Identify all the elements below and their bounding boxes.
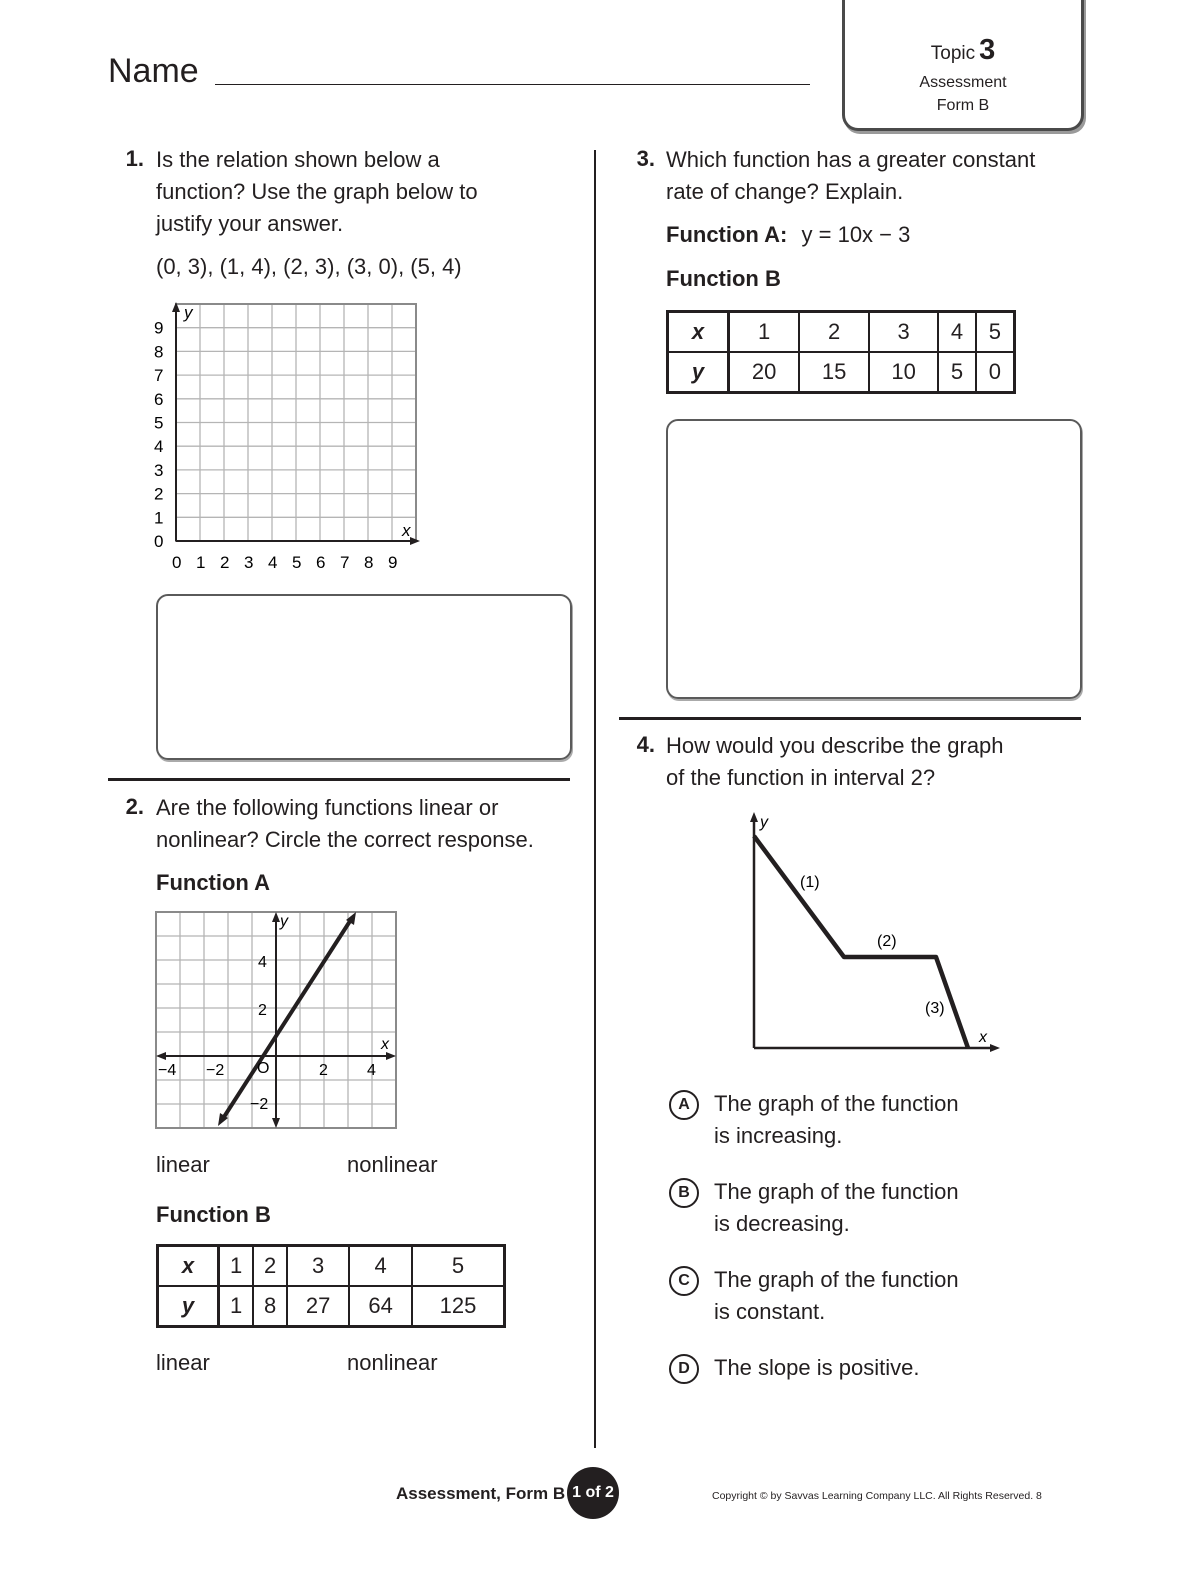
table-cell: 1 — [729, 312, 800, 353]
y-tick-label: −2 — [250, 1096, 269, 1113]
q2a-choice-nonlinear[interactable]: nonlinear — [347, 1152, 438, 1177]
q3-prompt — [666, 144, 1035, 208]
option-text-line: is increasing. — [714, 1123, 843, 1148]
table-row — [668, 352, 1015, 393]
q4-prompt-line: How would you describe the graph — [666, 733, 1004, 758]
y-tick-label: 4 — [154, 437, 164, 457]
q1-coordinate-grid — [140, 296, 440, 581]
table-cell: 15 — [799, 352, 869, 393]
q3-answer-box[interactable] — [666, 419, 1082, 699]
option-b-circle-icon[interactable]: B — [669, 1178, 699, 1208]
table-cell: 125 — [412, 1286, 505, 1327]
x-tick-label: −2 — [206, 1062, 225, 1079]
x-axis-label: x — [979, 1029, 987, 1046]
q2-prompt-line: Are the following functions linear or — [156, 795, 499, 820]
x-tick-label: 8 — [364, 553, 374, 572]
y-axis-down-arrow-icon — [272, 1118, 280, 1128]
x-tick-label: 7 — [340, 553, 350, 572]
table-cell: 5 — [938, 352, 975, 393]
q2-prompt — [156, 792, 534, 856]
q2-prompt-line: nonlinear? Circle the correct response. — [156, 827, 534, 852]
topic-number: 3 — [979, 34, 996, 66]
q2-function-b-table — [156, 1244, 506, 1328]
x-tick-label: 1 — [196, 553, 206, 572]
x-axis-label: x — [381, 1036, 389, 1053]
y-tick-label: 4 — [258, 954, 267, 971]
table-cell: 3 — [287, 1246, 350, 1287]
q3-q4-divider — [619, 717, 1081, 720]
y-axis-label: y — [280, 913, 288, 930]
x-tick-label: 4 — [268, 553, 278, 572]
y-tick-label: 1 — [154, 508, 164, 528]
x-tick-label: 9 — [388, 553, 398, 572]
q1-prompt — [156, 144, 478, 240]
name-label: Name — [108, 52, 199, 90]
q1-answer-box[interactable] — [156, 594, 572, 760]
table-cell: 27 — [287, 1286, 350, 1327]
interval-1-label: (1) — [800, 874, 820, 891]
y-axis-up-arrow-icon — [272, 912, 280, 922]
q1-q2-divider — [108, 778, 570, 781]
q4-interval-graph — [740, 806, 1010, 1056]
q4-number: 4. — [636, 732, 655, 757]
table-cell: 2 — [253, 1246, 287, 1287]
x-tick-label: 2 — [220, 553, 230, 572]
y-tick-label: 8 — [154, 342, 164, 362]
x-axis-right-arrow-icon — [386, 1052, 396, 1060]
table-cell: 2 — [799, 312, 869, 353]
function-a-line — [222, 918, 352, 1120]
table-cell: 64 — [349, 1286, 412, 1327]
table-cell: 5 — [976, 312, 1015, 353]
y-tick-label: 9 — [154, 318, 164, 338]
q2-function-a-title: Function A — [156, 870, 271, 895]
table-cell: 5 — [412, 1246, 505, 1287]
option-text-line: The slope is positive. — [714, 1355, 920, 1380]
y-tick-label: 5 — [154, 413, 164, 433]
option-c-circle-icon[interactable]: C — [669, 1266, 699, 1296]
table-cell: 1 — [219, 1286, 254, 1327]
table-cell: 0 — [976, 352, 1015, 393]
q4-prompt — [666, 730, 1004, 794]
table-cell: 8 — [253, 1286, 287, 1327]
option-text-line: The graph of the function — [714, 1179, 959, 1204]
topic-label: Topic — [930, 43, 976, 64]
topic-heading — [842, 34, 1084, 67]
y-header-cell: y — [158, 1286, 219, 1327]
option-text-line: is constant. — [714, 1299, 826, 1324]
q3-function-a-label: Function A: — [666, 222, 788, 247]
table-cell: 4 — [938, 312, 975, 353]
q2b-choice-linear[interactable]: linear — [156, 1350, 210, 1375]
interval-3-label: (3) — [925, 1000, 945, 1017]
option-text-line: The graph of the function — [714, 1091, 959, 1116]
y-axis-label: y — [760, 814, 768, 831]
y-tick-label: 7 — [154, 366, 164, 386]
q1-prompt-line: function? Use the graph below to — [156, 179, 478, 204]
column-divider — [594, 150, 596, 1448]
table-cell: 4 — [349, 1246, 412, 1287]
q4-prompt-line: of the function in interval 2? — [666, 765, 936, 790]
q3-function-b-table — [666, 310, 1016, 394]
table-cell: 1 — [219, 1246, 254, 1287]
option-text-line: is decreasing. — [714, 1211, 850, 1236]
option-text-line: The graph of the function — [714, 1267, 959, 1292]
q2-number: 2. — [125, 794, 144, 819]
y-tick-label: 2 — [154, 484, 164, 504]
x-tick-label: −4 — [158, 1062, 177, 1079]
table-cell: 10 — [869, 352, 939, 393]
q1-number: 1. — [125, 146, 144, 171]
x-tick-label: 6 — [316, 553, 326, 572]
y-tick-label: 2 — [258, 1002, 267, 1019]
x-tick-label: 5 — [292, 553, 302, 572]
option-d-text — [714, 1352, 919, 1384]
y-tick-label: 3 — [154, 460, 164, 480]
y-tick-label: 6 — [154, 389, 164, 409]
table-cell: 3 — [869, 312, 939, 353]
x-tick-label: 0 — [172, 553, 182, 572]
x-tick-label: 2 — [319, 1062, 328, 1079]
y-axis-arrow-icon — [750, 812, 758, 822]
option-c-text — [714, 1264, 959, 1328]
y-tick-label: 0 — [154, 532, 164, 551]
x-tick-label: 4 — [367, 1062, 376, 1079]
table-row — [158, 1286, 505, 1327]
q1-prompt-line: justify your answer. — [156, 211, 344, 236]
assessment-label: Assessment — [919, 74, 1007, 91]
page-number-badge: 1 of 2 — [567, 1467, 619, 1519]
y-header-cell: y — [668, 352, 729, 393]
q3-function-a-equation: y = 10x − 3 — [801, 222, 911, 247]
name-input-line[interactable] — [215, 84, 810, 85]
option-a-text — [714, 1088, 959, 1152]
option-a-circle-icon[interactable]: A — [669, 1090, 699, 1120]
x-axis-label: x — [402, 521, 411, 540]
table-row — [668, 312, 1015, 353]
q2-function-a-graph — [150, 906, 410, 1136]
y-axis-label: y — [184, 303, 193, 322]
option-d-circle-icon[interactable]: D — [669, 1354, 699, 1384]
table-cell: 20 — [729, 352, 800, 393]
q3-function-b-title: Function B — [666, 266, 781, 291]
q2-function-b-title: Function B — [156, 1202, 271, 1227]
option-b-text — [714, 1176, 959, 1240]
x-tick-label: 3 — [244, 553, 254, 572]
q3-prompt-line: Which function has a greater constant — [666, 147, 1036, 172]
q1-points: (0, 3), (1, 4), (2, 3), (3, 0), (5, 4) — [156, 254, 462, 279]
q3-prompt-line: rate of change? Explain. — [666, 179, 904, 204]
x-axis-left-arrow-icon — [156, 1052, 166, 1060]
q2a-choice-linear[interactable]: linear — [156, 1152, 210, 1177]
x-header-cell: x — [668, 312, 729, 353]
q3-number: 3. — [636, 146, 655, 171]
x-axis-arrow-icon — [990, 1044, 1000, 1052]
footer-label: Assessment, Form B — [396, 1484, 566, 1503]
interval-2-label: (2) — [877, 933, 897, 950]
copyright-text: Copyright © by Savvas Learning Company LLC. All Rights Reserved. 8 — [712, 1490, 1042, 1502]
x-header-cell: x — [158, 1246, 219, 1287]
form-label: Form B — [936, 97, 990, 114]
q3-function-a — [666, 222, 910, 248]
q1-prompt-line: Is the relation shown below a — [156, 147, 440, 172]
q2b-choice-nonlinear[interactable]: nonlinear — [347, 1350, 438, 1375]
origin-label: O — [257, 1060, 270, 1077]
table-row — [158, 1246, 505, 1287]
